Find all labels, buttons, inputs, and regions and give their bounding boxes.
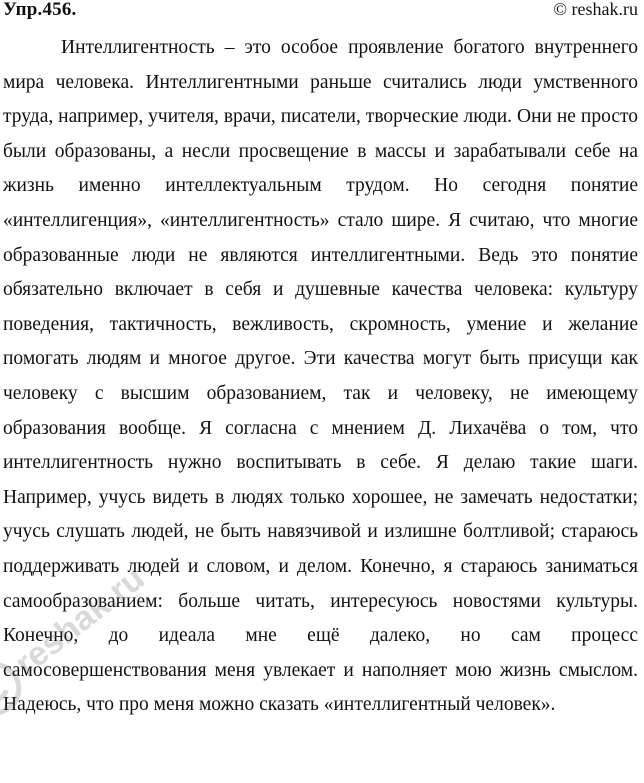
essay-paragraph: Интеллигентность – это особое проявление богатого внутреннего мира человека. Интеллигентными раньше считались люди умственного труда, например, учителя, врачи, писатели, творческие люди. Они не просто были образованы, а несли просвещение в массы и зарабатывали себе на жизнь именно интеллектуальным трудом. Но сегодня понятие «интеллигенция», «интеллигентность» стало шире. Я считаю, что многие образованные люди не являются интеллигентными. Ведь это понятие обязательно включает в себя и душевные качества человека: культуру поведения, тактичность, вежливость, скромность, умение и желание помогать людям и многое другое. Эти качества могут быть присущи как человеку с высшим образованием, так и человеку, не имеющему образования вообще. Я согласна с мнением Д. Лихачёва о том, что интеллигентность нужно воспитывать в себе. Я делаю такие шаги. Например, учусь видеть в людях только хорошее, не замечать недостатки; учусь слушать людей, не быть навязчивой и излишне болтливой; стараюсь поддерживать людей и словом, и делом. Конечно, я стараюсь заниматься самообразованием: больше читать, интересуюсь новостями культуры. Конечно, до идеала мне ещё далеко, но сам процесс самосовершенствования меня увлекает и наполняет мою жизнь смыслом. Надеюсь, что про меня можно сказать «интеллигентный человек». [3, 37, 638, 716]
exercise-title: Упр.456. [3, 0, 77, 20]
site-copyright[interactable]: © reshak.ru [553, 0, 638, 19]
watermark-text: reshak.ru [7, 559, 152, 684]
header [0, 0, 644, 28]
